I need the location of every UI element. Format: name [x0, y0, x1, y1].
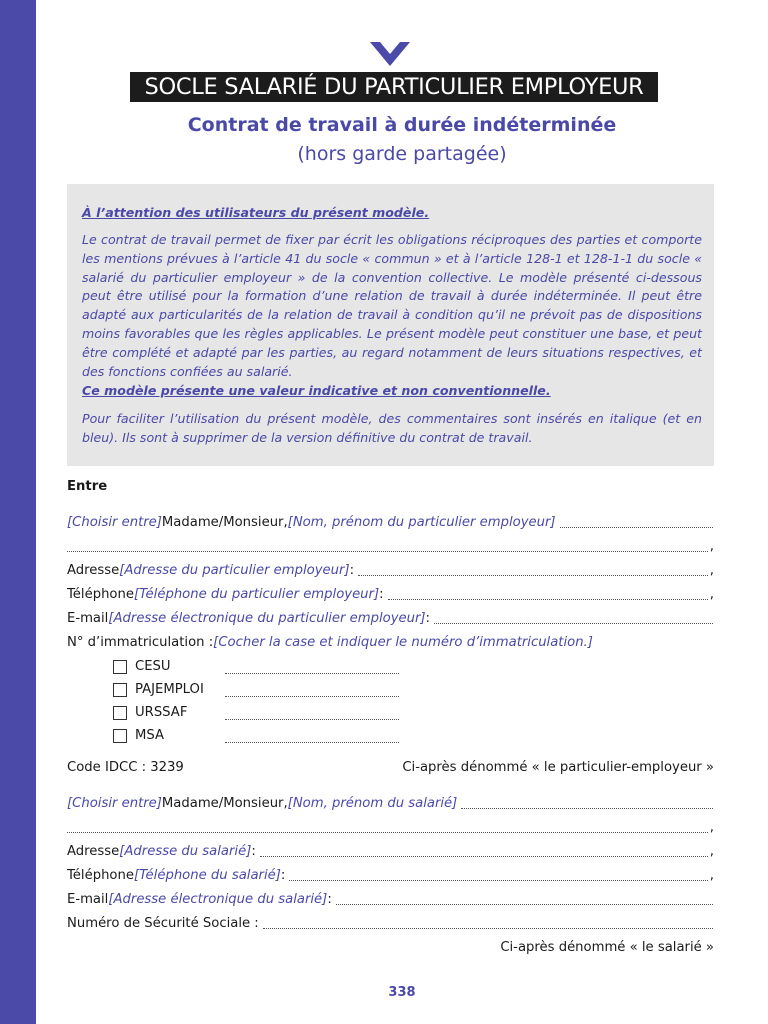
- fill-line[interactable]: [336, 903, 713, 905]
- employer-name-continuation[interactable]: ,: [67, 537, 714, 557]
- fill-line[interactable]: [461, 807, 713, 809]
- fill-line[interactable]: [263, 927, 713, 929]
- employee-address-line[interactable]: Adresse [Adresse du salarié] : ,: [67, 844, 714, 859]
- notice-warning: Ce modèle présente une valeur indicative et non conventionnelle.: [82, 383, 551, 398]
- fill-line[interactable]: [358, 574, 708, 576]
- fill-line[interactable]: [67, 831, 708, 833]
- fill-line[interactable]: [225, 741, 399, 743]
- notice-box: [67, 184, 714, 466]
- checkbox-urssaf[interactable]: URSSAF: [113, 703, 399, 723]
- idcc-line: [67, 758, 714, 778]
- immatriculation-line: N° d’immatriculation : [Cocher la case et indiquer le numéro d’immatriculation.]: [67, 635, 593, 650]
- notice-paragraph-2: Pour faciliter l’utilisation du présent modèle, des commentaires sont insérés en italique (et en bleu). Ils sont à supprimer de la version définitive du contrat de travail.: [82, 411, 702, 445]
- chevron-down-icon: [370, 42, 410, 66]
- employee-name-continuation[interactable]: ,: [67, 818, 714, 838]
- fill-line[interactable]: [560, 526, 713, 528]
- employer-name-line[interactable]: [67, 513, 714, 533]
- entre-label: Entre: [67, 479, 108, 494]
- fill-line[interactable]: [434, 622, 713, 624]
- choose-hint: [Choisir entre]: [67, 515, 162, 530]
- employer-address-line[interactable]: Adresse [Adresse du particulier employeur] : ,: [67, 563, 714, 578]
- employee-alias: Ci-après dénommé « le salarié »: [500, 940, 714, 955]
- checkbox-square[interactable]: [113, 706, 127, 720]
- document-title: Contrat de travail à durée indéterminée: [187, 114, 617, 136]
- employer-name-hint: [Nom, prénom du particulier employeur]: [287, 515, 556, 530]
- left-color-band: [0, 0, 36, 1024]
- fill-line[interactable]: [388, 598, 708, 600]
- civility-label: Madame/Monsieur,: [161, 515, 288, 530]
- document-subtitle: (hors garde partagée): [297, 143, 507, 165]
- checkbox-msa[interactable]: MSA: [113, 726, 399, 746]
- employee-phone-line[interactable]: Téléphone [Téléphone du salarié] : ,: [67, 868, 714, 883]
- idcc-code: Code IDCC : 3239: [67, 760, 184, 775]
- fill-line[interactable]: [67, 550, 708, 552]
- ssn-line[interactable]: [67, 914, 714, 934]
- fill-line[interactable]: [225, 672, 399, 674]
- employer-phone-line[interactable]: Téléphone [Téléphone du particulier employeur] : ,: [67, 587, 714, 602]
- checkbox-pajemploi[interactable]: PAJEMPLOI: [113, 680, 399, 700]
- employee-alias-line: [67, 938, 714, 958]
- checkbox-square[interactable]: [113, 729, 127, 743]
- checkbox-square[interactable]: [113, 683, 127, 697]
- fill-line[interactable]: [289, 879, 707, 881]
- employer-alias: Ci-après dénommé « le particulier-employeur »: [402, 760, 714, 775]
- fill-line[interactable]: [225, 695, 399, 697]
- employer-email-line[interactable]: E-mail [Adresse électronique du particulier employeur] :: [67, 609, 714, 629]
- employee-name-line[interactable]: [Choisir entre] Madame/Monsieur, [Nom, prénom du salarié]: [67, 794, 714, 814]
- section-banner: SOCLE SALARIÉ DU PARTICULIER EMPLOYEUR: [130, 72, 658, 102]
- checkbox-square[interactable]: [113, 660, 127, 674]
- notice-heading: À l’attention des utilisateurs du présent modèle.: [82, 205, 430, 220]
- ssn-label: Numéro de Sécurité Sociale :: [67, 916, 259, 931]
- employee-email-line[interactable]: E-mail [Adresse électronique du salarié] :: [67, 890, 714, 910]
- notice-paragraph: Le contrat de travail permet de fixer par écrit les obligations réciproques des parties et comporte les mentions prévues à l’article 41 du socle « commun » et à l’article 128-1 et 128-1-1 du socle « salarié du particulier employeur » de la convention collective. Le modèle présenté ci-dessous peut être utilisé pour la formation d’une relation de travail à durée indéterminée. Il peut être adapté aux particularités de la relation de travail à condition qu’il ne prévoit pas de dispositions moins favorables que les règles applicables. Le présent modèle peut constituer une base, et peut être complété et adapté par les parties, au regard notamment de leurs situations respectives, et des fonctions confiées au salarié.: [82, 232, 702, 379]
- fill-line[interactable]: [225, 718, 399, 720]
- fill-line[interactable]: [260, 855, 708, 857]
- checkbox-cesu[interactable]: CESU: [113, 657, 399, 677]
- page-number: 338: [388, 985, 416, 1000]
